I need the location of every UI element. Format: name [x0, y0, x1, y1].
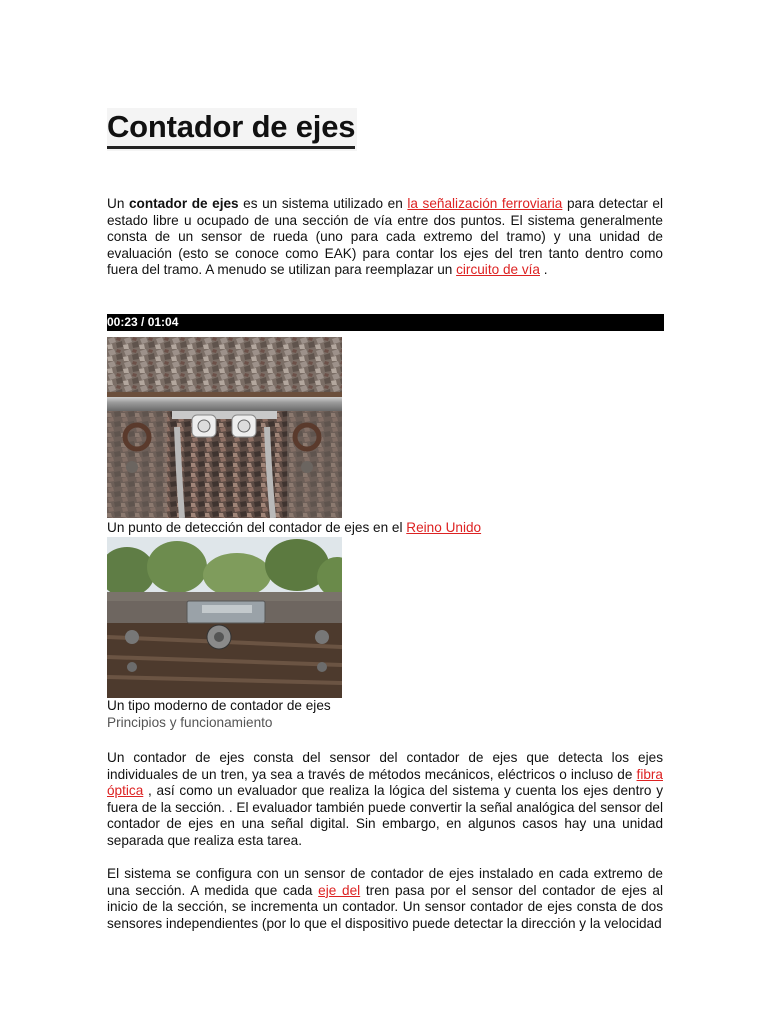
axle-counter-photo-2	[107, 537, 342, 698]
paragraph-configuration	[107, 866, 663, 932]
para3-text-1: El sistema se configura con un sensor de contador de ejes instalado en cada extremo de una sección. A medida que cada	[107, 866, 663, 898]
link-reino-unido[interactable]: Reino Unido	[406, 520, 482, 535]
intro-paragraph	[107, 196, 663, 279]
para2-text-2: , así como un evaluador que realiza la lógica del sistema y cuenta los ejes dentro y fuera de la sección. . El evaluador también puede convertir la señal analógica del sensor del contador de ejes en una señal digital. Sin embargo, en algunos casos hay una unidad separada que realiza esta tarea.	[107, 783, 663, 848]
link-senalizacion[interactable]: la señalización ferroviaria	[407, 196, 563, 211]
video-time: 00:23 / 01:04	[107, 315, 179, 329]
intro-bold: contador de ejes	[128, 196, 239, 211]
intro-text-1: Un	[107, 196, 129, 211]
link-circuito-de-via[interactable]: circuito de vía	[456, 262, 540, 278]
link-eje-del[interactable]: eje del	[318, 882, 361, 898]
paragraph-principles	[107, 750, 663, 850]
para3-text-2: tren pasa por el sensor del contador de ejes al inicio de la sección, se incrementa un contador. Un sensor contador de ejes consta de dos sensores independientes (por lo que el dispositivo puede detectar la dirección y la velocidad	[107, 882, 663, 931]
page-title: Contador de ejes	[107, 108, 355, 149]
para2-text-1: Un contador de ejes consta del sensor del contador de ejes que detecta los ejes individuales de un tren, ya sea a través de métodos mecánicos, eléctricos o incluso de	[107, 750, 663, 782]
title-block	[107, 108, 357, 151]
intro-text-2: es un sistema utilizado en	[238, 196, 408, 211]
section-heading: Principios y funcionamiento	[107, 715, 273, 730]
intro-text-4: .	[539, 262, 548, 278]
caption-photo-2: Un tipo moderno de contador de ejes	[107, 698, 331, 713]
caption-photo-1	[107, 520, 481, 536]
caption-1-text: Un punto de detección del contador de ejes en el	[107, 520, 407, 535]
intro-text-3: para detectar el estado libre u ocupado de una sección de vía entre dos puntos. El sistema generalmente consta de un sensor de rueda (uno para cada extremo del tramo) y una unidad de evaluación (esto se conoce como EAK) para contar los ejes del tren tanto dentro como fuera del tramo. A menudo se utilizan para reemplazar un	[107, 196, 664, 278]
axle-counter-photo-1	[107, 337, 342, 518]
video-player-bar[interactable]	[107, 314, 664, 331]
link-fibra-optica[interactable]: fibra óptica	[107, 766, 663, 799]
